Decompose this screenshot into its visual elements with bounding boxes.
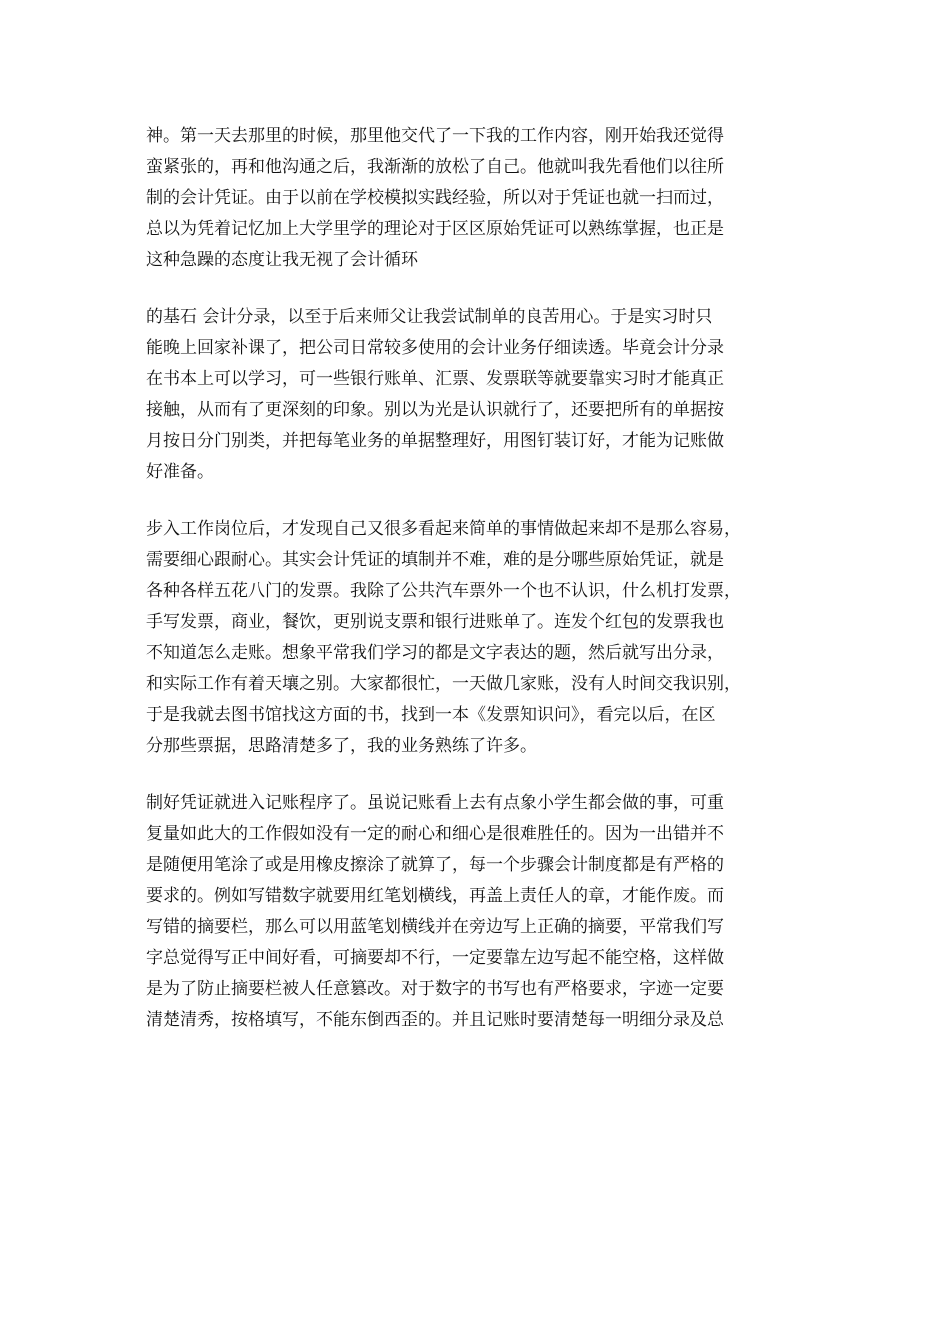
text-line: 神。第一天去那里的时候，那里他交代了一下我的工作内容，刚开始我还觉得 [146,126,724,146]
text-line: 需要细心跟耐心。其实会计凭证的填制并不难，难的是分哪些原始凭证，就是 [146,550,724,570]
text-line: 各种各样五花八门的发票。我除了公共汽车票外一个也不认识，什么机打发票， [146,581,741,601]
text-line: 制好凭证就进入记账程序了。虽说记账看上去有点象小学生都会做的事，可重 [146,793,724,813]
text-line: 要求的。例如写错数字就要用红笔划横线，再盖上责任人的章，才能作废。而 [146,886,724,906]
paragraph [146,514,826,762]
text-line: 这种急躁的态度让我无视了会计循环 [146,250,418,270]
text-line: 是随便用笔涂了或是用橡皮擦涂了就算了，每一个步骤会计制度都是有严格的 [146,855,724,875]
paragraph [146,121,826,276]
text-line: 好准备。 [146,462,214,482]
paragraph [146,302,826,488]
text-line: 总以为凭着记忆加上大学里学的理论对于区区原始凭证可以熟练掌握，也正是 [146,219,724,239]
text-line: 制的会计凭证。由于以前在学校模拟实践经验，所以对于凭证也就一扫而过， [146,188,724,208]
document-body [146,121,826,1062]
text-line: 月按日分门别类，并把每笔业务的单据整理好，用图钉装订好，才能为记账做 [146,431,724,451]
text-line: 能晚上回家补课了，把公司日常较多使用的会计业务仔细读透。毕竟会计分录 [146,338,724,358]
text-line: 和实际工作有着天壤之别。大家都很忙，一天做几家账，没有人时间交我识别， [146,674,741,694]
text-line: 分那些票据，思路清楚多了，我的业务熟练了许多。 [146,736,537,756]
text-line: 接触，从而有了更深刻的印象。别以为光是认识就行了，还要把所有的单据按 [146,400,724,420]
text-line: 是为了防止摘要栏被人任意篡改。对于数字的书写也有严格要求，字迹一定要 [146,979,724,999]
text-line: 手写发票，商业，餐饮，更别说支票和银行进账单了。连发个红包的发票我也 [146,612,724,632]
text-line: 字总觉得写正中间好看，可摘要却不行，一定要靠左边写起不能空格，这样做 [146,948,724,968]
text-line: 写错的摘要栏，那么可以用蓝笔划横线并在旁边写上正确的摘要，平常我们写 [146,917,724,937]
text-line: 蛮紧张的，再和他沟通之后，我渐渐的放松了自己。他就叫我先看他们以往所 [146,157,724,177]
text-line: 清楚清秀，按格填写，不能东倒西歪的。并且记账时要清楚每一明细分录及总 [146,1010,724,1030]
text-line: 步入工作岗位后，才发现自己又很多看起来简单的事情做起来却不是那么容易， [146,519,741,539]
text-line: 不知道怎么走账。想象平常我们学习的都是文字表达的题，然后就写出分录， [146,643,724,663]
paragraph [146,788,826,1036]
text-line: 的基石 会计分录，以至于后来师父让我尝试制单的良苦用心。于是实习时只 [146,307,713,327]
text-line: 在书本上可以学习，可一些银行账单、汇票、发票联等就要靠实习时才能真正 [146,369,724,389]
text-line: 于是我就去图书馆找这方面的书，找到一本《发票知识问》，看完以后，在区 [146,705,716,725]
text-line: 复量如此大的工作假如没有一定的耐心和细心是很难胜任的。因为一出错并不 [146,824,724,844]
